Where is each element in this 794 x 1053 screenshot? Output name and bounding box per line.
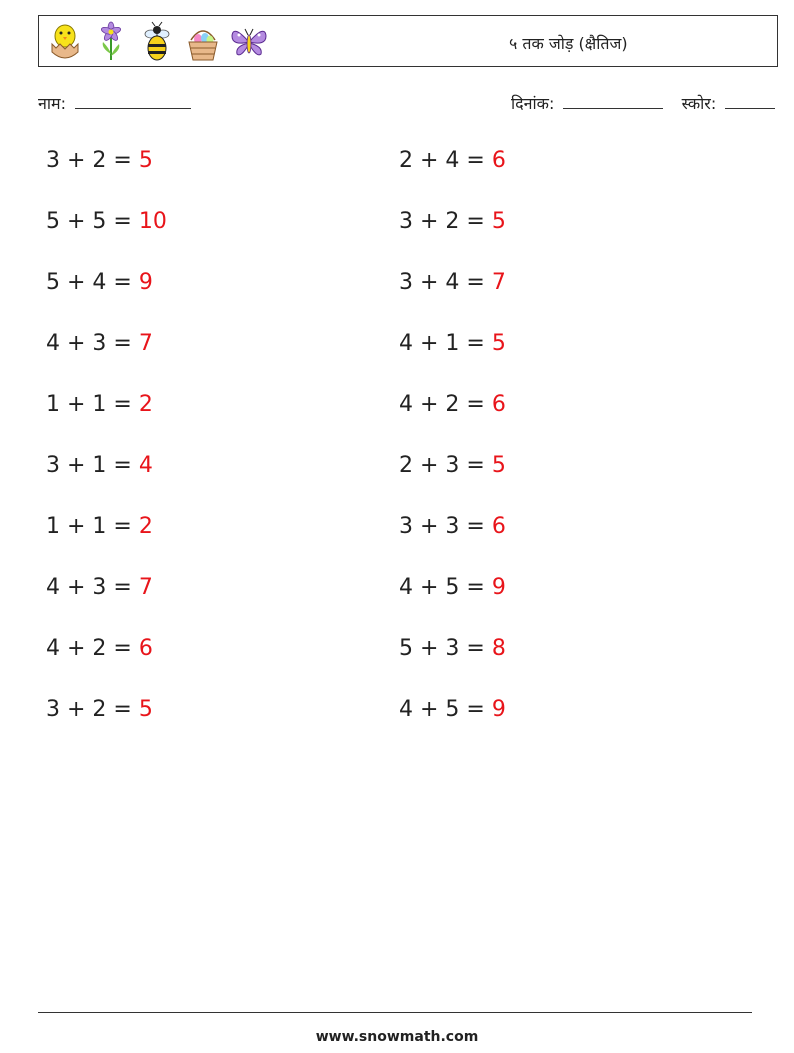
addend-a: 2 <box>399 148 413 173</box>
answer: 10 <box>138 209 167 234</box>
problem-item <box>46 331 153 356</box>
plus-sign: + <box>60 514 93 539</box>
date-field[interactable] <box>563 94 663 109</box>
problem-item <box>399 392 506 417</box>
answer: 2 <box>138 392 153 417</box>
answer: 9 <box>491 697 506 722</box>
problem-item <box>46 209 167 234</box>
plus-sign: + <box>60 148 93 173</box>
problem-item <box>399 331 506 356</box>
addend-a: 3 <box>46 697 60 722</box>
addend-a: 4 <box>399 392 413 417</box>
answer: 2 <box>138 514 153 539</box>
addend-a: 3 <box>46 453 60 478</box>
problem-item <box>46 392 153 417</box>
answer: 6 <box>491 392 506 417</box>
addend-a: 4 <box>399 575 413 600</box>
addend-b: 2 <box>445 392 460 417</box>
addend-b: 5 <box>92 209 107 234</box>
answer: 9 <box>491 575 506 600</box>
answer: 5 <box>491 331 506 356</box>
plus-sign: + <box>60 697 93 722</box>
addend-b: 2 <box>92 636 107 661</box>
equals-sign: = <box>106 209 139 234</box>
answer: 6 <box>138 636 153 661</box>
bee-icon <box>137 20 177 64</box>
equals-sign: = <box>459 392 492 417</box>
answer: 6 <box>491 514 506 539</box>
plus-sign: + <box>413 270 446 295</box>
addend-b: 2 <box>445 209 460 234</box>
addend-a: 2 <box>399 453 413 478</box>
problem-item <box>46 270 153 295</box>
plus-sign: + <box>413 453 446 478</box>
addend-a: 3 <box>399 209 413 234</box>
plus-sign: + <box>413 148 446 173</box>
addend-a: 1 <box>46 392 60 417</box>
answer: 5 <box>491 209 506 234</box>
plus-sign: + <box>413 575 446 600</box>
equals-sign: = <box>459 148 492 173</box>
butterfly-icon <box>229 20 269 64</box>
addend-b: 1 <box>92 392 107 417</box>
addend-b: 1 <box>92 453 107 478</box>
answer: 7 <box>491 270 506 295</box>
equals-sign: = <box>106 148 139 173</box>
addend-b: 3 <box>445 636 460 661</box>
plus-sign: + <box>413 514 446 539</box>
addend-a: 4 <box>46 575 60 600</box>
addend-b: 3 <box>445 514 460 539</box>
name-field[interactable] <box>75 94 191 109</box>
addend-b: 1 <box>445 331 460 356</box>
plus-sign: + <box>413 392 446 417</box>
problem-item <box>46 148 153 173</box>
equals-sign: = <box>459 453 492 478</box>
addend-b: 5 <box>445 575 460 600</box>
addend-b: 2 <box>92 148 107 173</box>
icon-strip <box>45 20 269 64</box>
problem-item <box>46 453 153 478</box>
equals-sign: = <box>106 514 139 539</box>
header-box <box>38 15 778 67</box>
equals-sign: = <box>459 514 492 539</box>
addend-a: 5 <box>46 270 60 295</box>
addend-a: 1 <box>46 514 60 539</box>
equals-sign: = <box>459 636 492 661</box>
problem-item <box>399 697 506 722</box>
addend-a: 3 <box>399 514 413 539</box>
problem-item <box>399 514 506 539</box>
addend-a: 4 <box>46 636 60 661</box>
problem-item <box>46 636 153 661</box>
equals-sign: = <box>459 575 492 600</box>
problem-item <box>46 575 153 600</box>
addend-a: 4 <box>399 697 413 722</box>
name-label: नाम: <box>38 94 66 113</box>
addend-a: 3 <box>46 148 60 173</box>
answer: 7 <box>138 575 153 600</box>
plus-sign: + <box>413 331 446 356</box>
problem-item <box>399 453 506 478</box>
plus-sign: + <box>60 392 93 417</box>
addend-b: 3 <box>92 575 107 600</box>
addend-b: 5 <box>445 697 460 722</box>
addend-a: 5 <box>399 636 413 661</box>
score-label: स्कोर: <box>681 94 717 113</box>
equals-sign: = <box>106 697 139 722</box>
answer: 5 <box>138 697 153 722</box>
chick-icon <box>45 20 85 64</box>
addend-a: 3 <box>399 270 413 295</box>
plus-sign: + <box>413 697 446 722</box>
footer-url: www.snowmath.com <box>315 1029 479 1045</box>
addend-b: 3 <box>92 331 107 356</box>
equals-sign: = <box>459 331 492 356</box>
plus-sign: + <box>60 270 93 295</box>
flower-icon <box>91 20 131 64</box>
addend-b: 3 <box>445 453 460 478</box>
equals-sign: = <box>106 392 139 417</box>
equals-sign: = <box>106 270 139 295</box>
problem-item <box>399 209 506 234</box>
answer: 5 <box>138 148 153 173</box>
plus-sign: + <box>413 636 446 661</box>
addend-b: 4 <box>92 270 107 295</box>
date-score-row <box>511 92 775 114</box>
addend-a: 5 <box>46 209 60 234</box>
equals-sign: = <box>459 209 492 234</box>
problem-item <box>46 514 153 539</box>
answer: 8 <box>491 636 506 661</box>
addend-b: 4 <box>445 148 460 173</box>
addend-a: 4 <box>399 331 413 356</box>
addend-b: 4 <box>445 270 460 295</box>
basket-icon <box>183 20 223 64</box>
plus-sign: + <box>60 331 93 356</box>
plus-sign: + <box>60 453 93 478</box>
plus-sign: + <box>60 575 93 600</box>
plus-sign: + <box>60 209 93 234</box>
answer: 4 <box>138 453 153 478</box>
plus-sign: + <box>413 209 446 234</box>
problem-item <box>399 575 506 600</box>
addend-a: 4 <box>46 331 60 356</box>
problem-item <box>46 697 153 722</box>
name-row <box>38 92 191 114</box>
addend-b: 1 <box>92 514 107 539</box>
plus-sign: + <box>60 636 93 661</box>
equals-sign: = <box>106 575 139 600</box>
answer: 7 <box>138 331 153 356</box>
date-label: दिनांक: <box>511 94 555 113</box>
footer-divider <box>38 1012 752 1013</box>
equals-sign: = <box>106 636 139 661</box>
answer: 9 <box>138 270 153 295</box>
score-field[interactable] <box>725 94 775 109</box>
equals-sign: = <box>106 453 139 478</box>
answer: 6 <box>491 148 506 173</box>
answer: 5 <box>491 453 506 478</box>
addend-b: 2 <box>92 697 107 722</box>
problem-item <box>399 636 506 661</box>
equals-sign: = <box>106 331 139 356</box>
problem-item <box>399 148 506 173</box>
problem-item <box>399 270 506 295</box>
worksheet-title: ५ तक जोड़ (क्षैतिज) <box>509 34 628 53</box>
equals-sign: = <box>459 270 492 295</box>
equals-sign: = <box>459 697 492 722</box>
